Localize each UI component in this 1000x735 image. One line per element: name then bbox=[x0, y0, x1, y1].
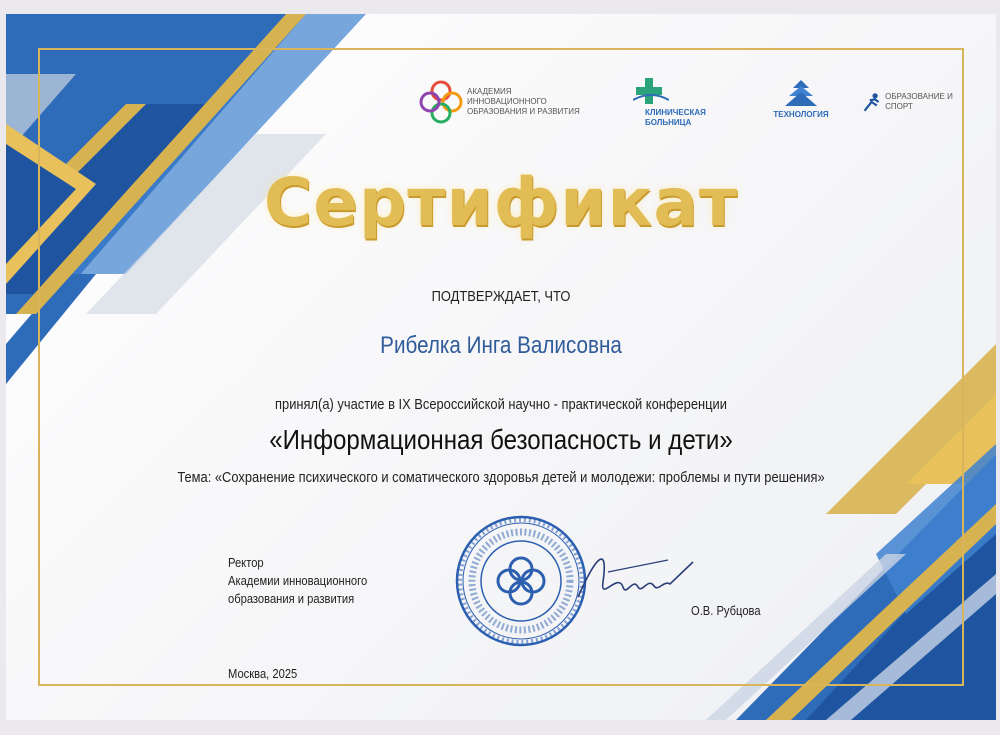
sport-logo-text: ОБРАЗОВАНИЕ И СПОРТ bbox=[885, 92, 953, 111]
confirms-text: ПОДТВЕРЖДАЕТ, ЧТО bbox=[431, 288, 571, 305]
signer-name: О.В. Рубцова bbox=[691, 603, 761, 618]
sport-logo bbox=[861, 90, 971, 114]
rector-block bbox=[228, 554, 367, 608]
tech-logo bbox=[766, 78, 836, 120]
handwritten-signature bbox=[568, 542, 698, 612]
conference-theme: Тема: «Сохранение психического и соматического здоровья детей и молодежи: проблемы и пути решения» bbox=[177, 469, 825, 486]
rector-title: Ректор bbox=[228, 555, 264, 570]
conference-title: «Информационная безопасность и дети» bbox=[269, 424, 733, 455]
medical-cross-icon bbox=[633, 78, 669, 108]
flower-icon bbox=[419, 80, 463, 124]
certificate-sheet bbox=[6, 14, 996, 720]
participation-text: принял(а) участие в IX Всероссийской научно - практической конференции bbox=[275, 396, 727, 413]
academy-logo-text: АКАДЕМИЯ ИННОВАЦИОННОГО ОБРАЗОВАНИЯ И РАЗВИТИЯ bbox=[467, 87, 580, 116]
runner-icon bbox=[861, 90, 882, 114]
partner-logos bbox=[411, 72, 971, 142]
recipient-name: Рибелка Инга Валисовна bbox=[380, 332, 622, 359]
tree-icon bbox=[781, 78, 821, 110]
academy-logo bbox=[419, 80, 594, 124]
rector-org-line1: Академии инновационного bbox=[228, 573, 368, 588]
rector-org-line2: образования и развития bbox=[228, 591, 355, 606]
hospital-logo bbox=[633, 78, 718, 128]
city-year: Москва, 2025 bbox=[228, 666, 298, 681]
tech-logo-text: ТЕХНОЛОГИЯ bbox=[773, 110, 829, 119]
certificate-title: Сертификат bbox=[263, 164, 739, 241]
hospital-logo-text: КЛИНИЧЕСКАЯ БОЛЬНИЦА bbox=[645, 108, 706, 127]
